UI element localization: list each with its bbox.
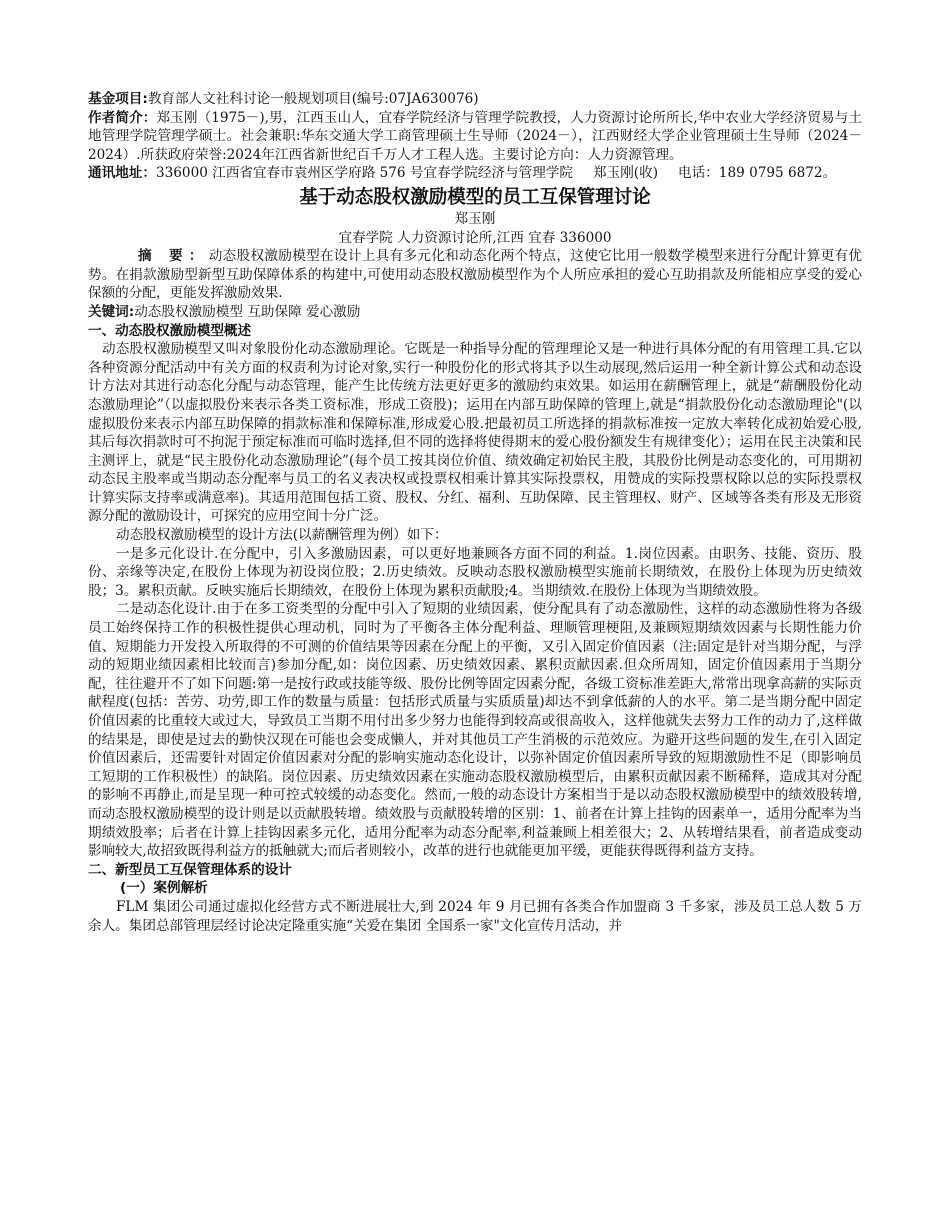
keywords-label: 关键词: [88,303,135,320]
abstract [88,247,862,303]
section1-paragraph-2: 动态股权激励模型的设计方法(以薪酬管理为例）如下： [116,527,448,544]
section2-subheading-1: (一）案例解析 [120,880,208,897]
section2-paragraph-1: FLM 集团公司通过虚拟化经营方式不断进展壮大,到 2024 年 9 月已拥有各类合作加盟商 3 千多家，涉及员工总人数 5 万余人。集团总部管理层经讨论决定隆重实施“关爱在集团 全国系一家"文化宣传月活动，并 [88,898,862,934]
address-text: 336000 江西省宜春市袁州区学府路 576 号宜春学院经济与管理学院 [155,165,574,182]
abstract-text: 动态股权激励模型在设计上具有多元化和动态化两个特点，这使它比用一般数学模型来进行分配计算更有优势。在捐款激励型新型互助保障体系的构建中,可使用动态股权激励模型作为个人所应承担的爱心互助捐款及所能相应享受的爱心保额的分配，更能发挥激励效果. [88,248,863,302]
author-info [88,109,862,165]
abstract-label: 摘 要： [138,248,209,265]
address-phone: 电话：189 0795 6872。 [678,165,837,182]
paper-author: 郑玉刚 [454,210,496,227]
fund-label: 基金项目: [88,91,148,107]
section1-paragraph-4: 二是动态化设计.由于在多工资类型的分配中引入了短期的业绩因素，使分配具有了动态激励性，这样的动态激励性将为各级员工始终保持工作的积极性提供心理动机，同时为了平衡各主体分配利益、理顺管理梗阻,及兼顾短期绩效因素与长期性能力价值、短期能力开发投入所取得的不可测的价值结果等因素在分配上的平衡，又引入固定价值因素（注:固定是针对当期分配，与浮动的短期业绩因素相比较而言)参加分配,如：岗位因素、历史绩效因素、累积贡献因素.但众所周知，固定价值因素用于当期分配，往往避开不了如下问题:第一是按行政或技能等级、股份比例等固定因素分配，各级工资标准差距大,常常出现拿高薪的实际贡献程度(包括：苦劳、功劳,即工作的数量与质量：包括形式质量与实质质量)却达不到拿低薪的人的水平。第二是当期分配中固定价值因素的比重较大或过大，导致员工当期不用付出多少努力也能得到较高或很高收入，这样他就失去努力工作的动力了,这样做的结果是，即使是过去的勤快汉现在可能也会变成懒人，并对其他员工产生消极的示范效应。为避开这些问题的发生,在引入固定价值因素后，还需要针对固定价值因素对分配的影响实施动态化设计，以弥补固定价值因素所导致的短期激励性不足（即影响员工短期的工作积极性）的缺陷。岗位因素、历史绩效因素在实施动态股权激励模型后，由累积贡献因素不断稀释，造成其对分配的影响不再静止,而是呈现一种可控式较缓的动态变化。然而,一般的动态设计方案相当于是以动态股权激励模型中的绩效股转增,而动态股权激励模型的设计则是以贡献股转增。绩效股与贡献股转增的区别：1、前者在计算上挂钩的因素单一，适用分配率为当期绩效股率；后者在计算上挂钩因素多元化，适用分配率为动态分配率,利益兼顾上相差很大；2、从转增结果看，前者造成变动影响较大,故招致既得利益方的抵触就大;而后者则较小，改革的进行也就能更加平缓，更能获得既得利益方支持。 [88,601,862,860]
address-label: 通讯地址： [88,165,156,182]
paper-affiliation: 宜春学院 人力资源讨论所,江西 宜春 336000 [338,229,612,246]
section1-paragraph-3: 一是多元化设计.在分配中，引入多激励因素，可以更好地兼顾各方面不同的利益。1.岗位因素。由职务、技能、资历、股份、亲缘等决定,在股份上体现为初设岗位股；2.历史绩效。反映动态股权激励模型实施前长期绩效，在股份上体现为历史绩效股；3。累积贡献。反映实施后长期绩效，在股份上体现为累积贡献股;4。当期绩效.在股份上体现为当期绩效股。 [88,545,862,599]
fund-text: 教育部人文社科讨论一般规划项目(编号:07JA630076) [147,91,479,107]
section2-heading: 二、新型员工互保管理体系的设计 [88,861,292,878]
address-info [88,164,862,183]
author-text: 郑玉刚（1975－),男，江西玉山人，宜春学院经济与管理学院教授，人力资源讨论所所长,华中农业大学经济贸易与土地管理学院管理学硕士。社会兼职:华东交通大学工商管理硕士生导师（2024－），江西财经大学企业管理硕士生导师（2024－2024）.所获政府荣誉:2024年江西省新世纪百千万人才工程人选。主要讨论方向：人力资源管理。 [88,109,863,163]
fund-info [88,90,862,109]
address-recipient: 郑玉刚(收) [593,165,659,182]
section1-paragraph-1: 动态股权激励模型又叫对象股份化动态激励理论。它既是一种指导分配的管理理论又是一种进行具体分配的有用管理工具.它以各种资源分配活动中有关方面的权责利为讨论对象,实行一种股份化的形式将其予以生动展现,然后运用一种全新计算公式和动态设计方法对其进行动态化分配与动态管理，能产生比传统方法更好更多的激励约束效果。如运用在薪酬管理上，就是“薪酬股份化动态激励理论”（以虚拟股份来表示各类工资标准，形成工资股)；运用在内部互助保障的管理上,就是“捐款股份化动态激励理论"(以虚拟股份来表示内部互助保障的捐款标准和保障标准,形成爱心股.把最初员工所选择的捐款标准按一定放大率转化成初始爱心股,其后每次捐款时可不拘泥于预定标准而可临时选择,但不同的选择将使得期末的爱心股份额发生有规律变化）；运用在民主决策和民主测评上，就是“民主股份化动态激励理论”(每个员工按其岗位价值、绩效确定初始民主股，其股份比例是动态变化的，可用期初动态民主股率或当期动态分配率与员工的名义表决权或投票权相乘计算其实际投票权，用赞成的实际投票权除以总的实际投票权计算实际支持率或满意率)。其适用范围包括工资、股权、分红、福利、互助保障、民主管理权、财产、区域等各类有形及无形资源分配的激励设计，可探究的应用空间十分广泛。 [88,341,862,525]
paper-title: 基于动态股权激励模型的员工互保管理讨论 [299,186,651,208]
keywords [88,303,862,322]
author-label: 作者简介： [88,109,157,126]
section1-heading: 一、动态股权激励模型概述 [88,322,252,339]
keywords-text: 动态股权激励模型 互助保障 爱心激励 [134,303,361,320]
